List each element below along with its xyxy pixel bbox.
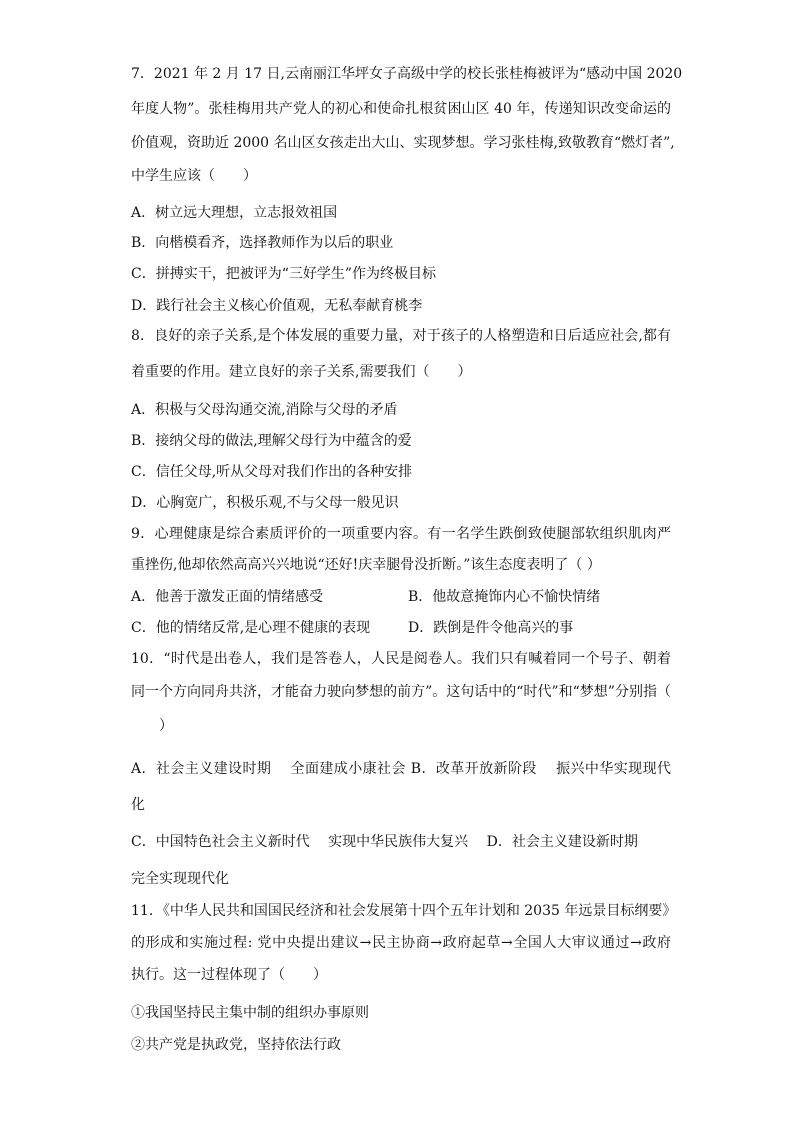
q8-option-d: D．心胸宽广，积极乐观,不与父母一般见识 bbox=[131, 495, 399, 511]
q10-line-1: 10．“时代是出卷人，我们是答卷人，人民是阅卷人。我们只有喊着同一个号子、朝着 bbox=[131, 651, 671, 667]
q9-line-2: 重挫伤,他却依然高高兴兴地说“还好!庆幸腿骨没折断。”该生态度表明了（ ） bbox=[131, 557, 601, 573]
q7-line-3: 价值观，资助近 2000 名山区女孩走出大山、实现梦想。学习张桂梅,致敬教育“燃灯者”, bbox=[131, 135, 675, 151]
q8-option-b: B．接纳父母的做法,理解父母行为中蕴含的爱 bbox=[131, 433, 412, 449]
q7-option-b: B．向楷模看齐，选择教师作为以后的职业 bbox=[131, 235, 394, 251]
q9-line-1: 9．心理健康是综合素质评价的一项重要内容。有一名学生跌倒致使腿部软组织肌肉严 bbox=[131, 526, 671, 542]
q8-option-a: A．积极与父母沟通交流,消除与父母的矛盾 bbox=[131, 402, 398, 418]
q10-option-line-1: A．社会主义建设时期 全面建成小康社会 B．改革开放新阶段 振兴中华实现现代 bbox=[131, 761, 671, 777]
q9-option-c: C．他的情绪反常,是心理不健康的表现 bbox=[131, 620, 371, 636]
q10-option-line-4: 完全实现现代化 bbox=[131, 871, 229, 887]
q7-line-4: 中学生应该（ ） bbox=[131, 168, 257, 184]
q7-line-2: 年度人物”。张桂梅用共产党人的初心和使命扎根贫困山区 40 年，传递知识改变命运的 bbox=[131, 101, 671, 117]
q10-option-line-3: C．中国特色社会主义新时代 实现中华民族伟大复兴 D．社会主义建设新时期 bbox=[131, 834, 638, 850]
q9-option-d: D．跌倒是件令他高兴的事 bbox=[408, 620, 574, 636]
q10-option-line-2: 化 bbox=[131, 797, 145, 813]
q9-option-b: B．他故意掩饰内心不愉快情绪 bbox=[408, 589, 601, 605]
q7-option-a: A．树立远大理想，立志报效祖国 bbox=[131, 205, 338, 221]
q8-line-1: 8．良好的亲子关系,是个体发展的重要力量，对于孩子的人格塑造和日后适应社会,都有 bbox=[131, 328, 671, 344]
q11-line-1: 11．《中华人民共和国国民经济和社会发展第十四个五年计划和 2035 年远景目标纲要》 bbox=[131, 903, 677, 919]
q10-line-2: 同一个方向同舟共济，才能奋力驶向梦想的前方”。这句话中的“时代”和“梦想”分别指（ bbox=[131, 684, 671, 700]
q10-line-3: ） bbox=[131, 718, 173, 734]
q8-line-2: 着重要的作用。建立良好的亲子关系,需要我们（ ） bbox=[131, 364, 472, 380]
q7-option-c: C．拼搏实干，把被评为“三好学生”作为终极目标 bbox=[131, 266, 437, 282]
q9-option-a: A．他善于激发正面的情绪感受 bbox=[131, 589, 324, 605]
q11-item-2: ②共产党是执政党，坚持依法行政 bbox=[131, 1037, 341, 1053]
q7-line-1: 7．2021 年 2 月 17 日,云南丽江华坪女子高级中学的校长张桂梅被评为“感动中国 2020 bbox=[131, 66, 683, 82]
q11-line-3: 执行。这一过程体现了（ ） bbox=[131, 967, 327, 983]
q11-line-2: 的形成和实施过程: 党中央提出建议→民主协商→政府起草→全国人大审议通过→政府 bbox=[131, 935, 671, 951]
q11-item-1: ①我国坚持民主集中制的组织办事原则 bbox=[131, 1005, 369, 1021]
q8-option-c: C．信任父母,听从父母对我们作出的各种安排 bbox=[131, 464, 413, 480]
q7-option-d: D．践行社会主义核心价值观，无私奉献育桃李 bbox=[131, 298, 423, 314]
